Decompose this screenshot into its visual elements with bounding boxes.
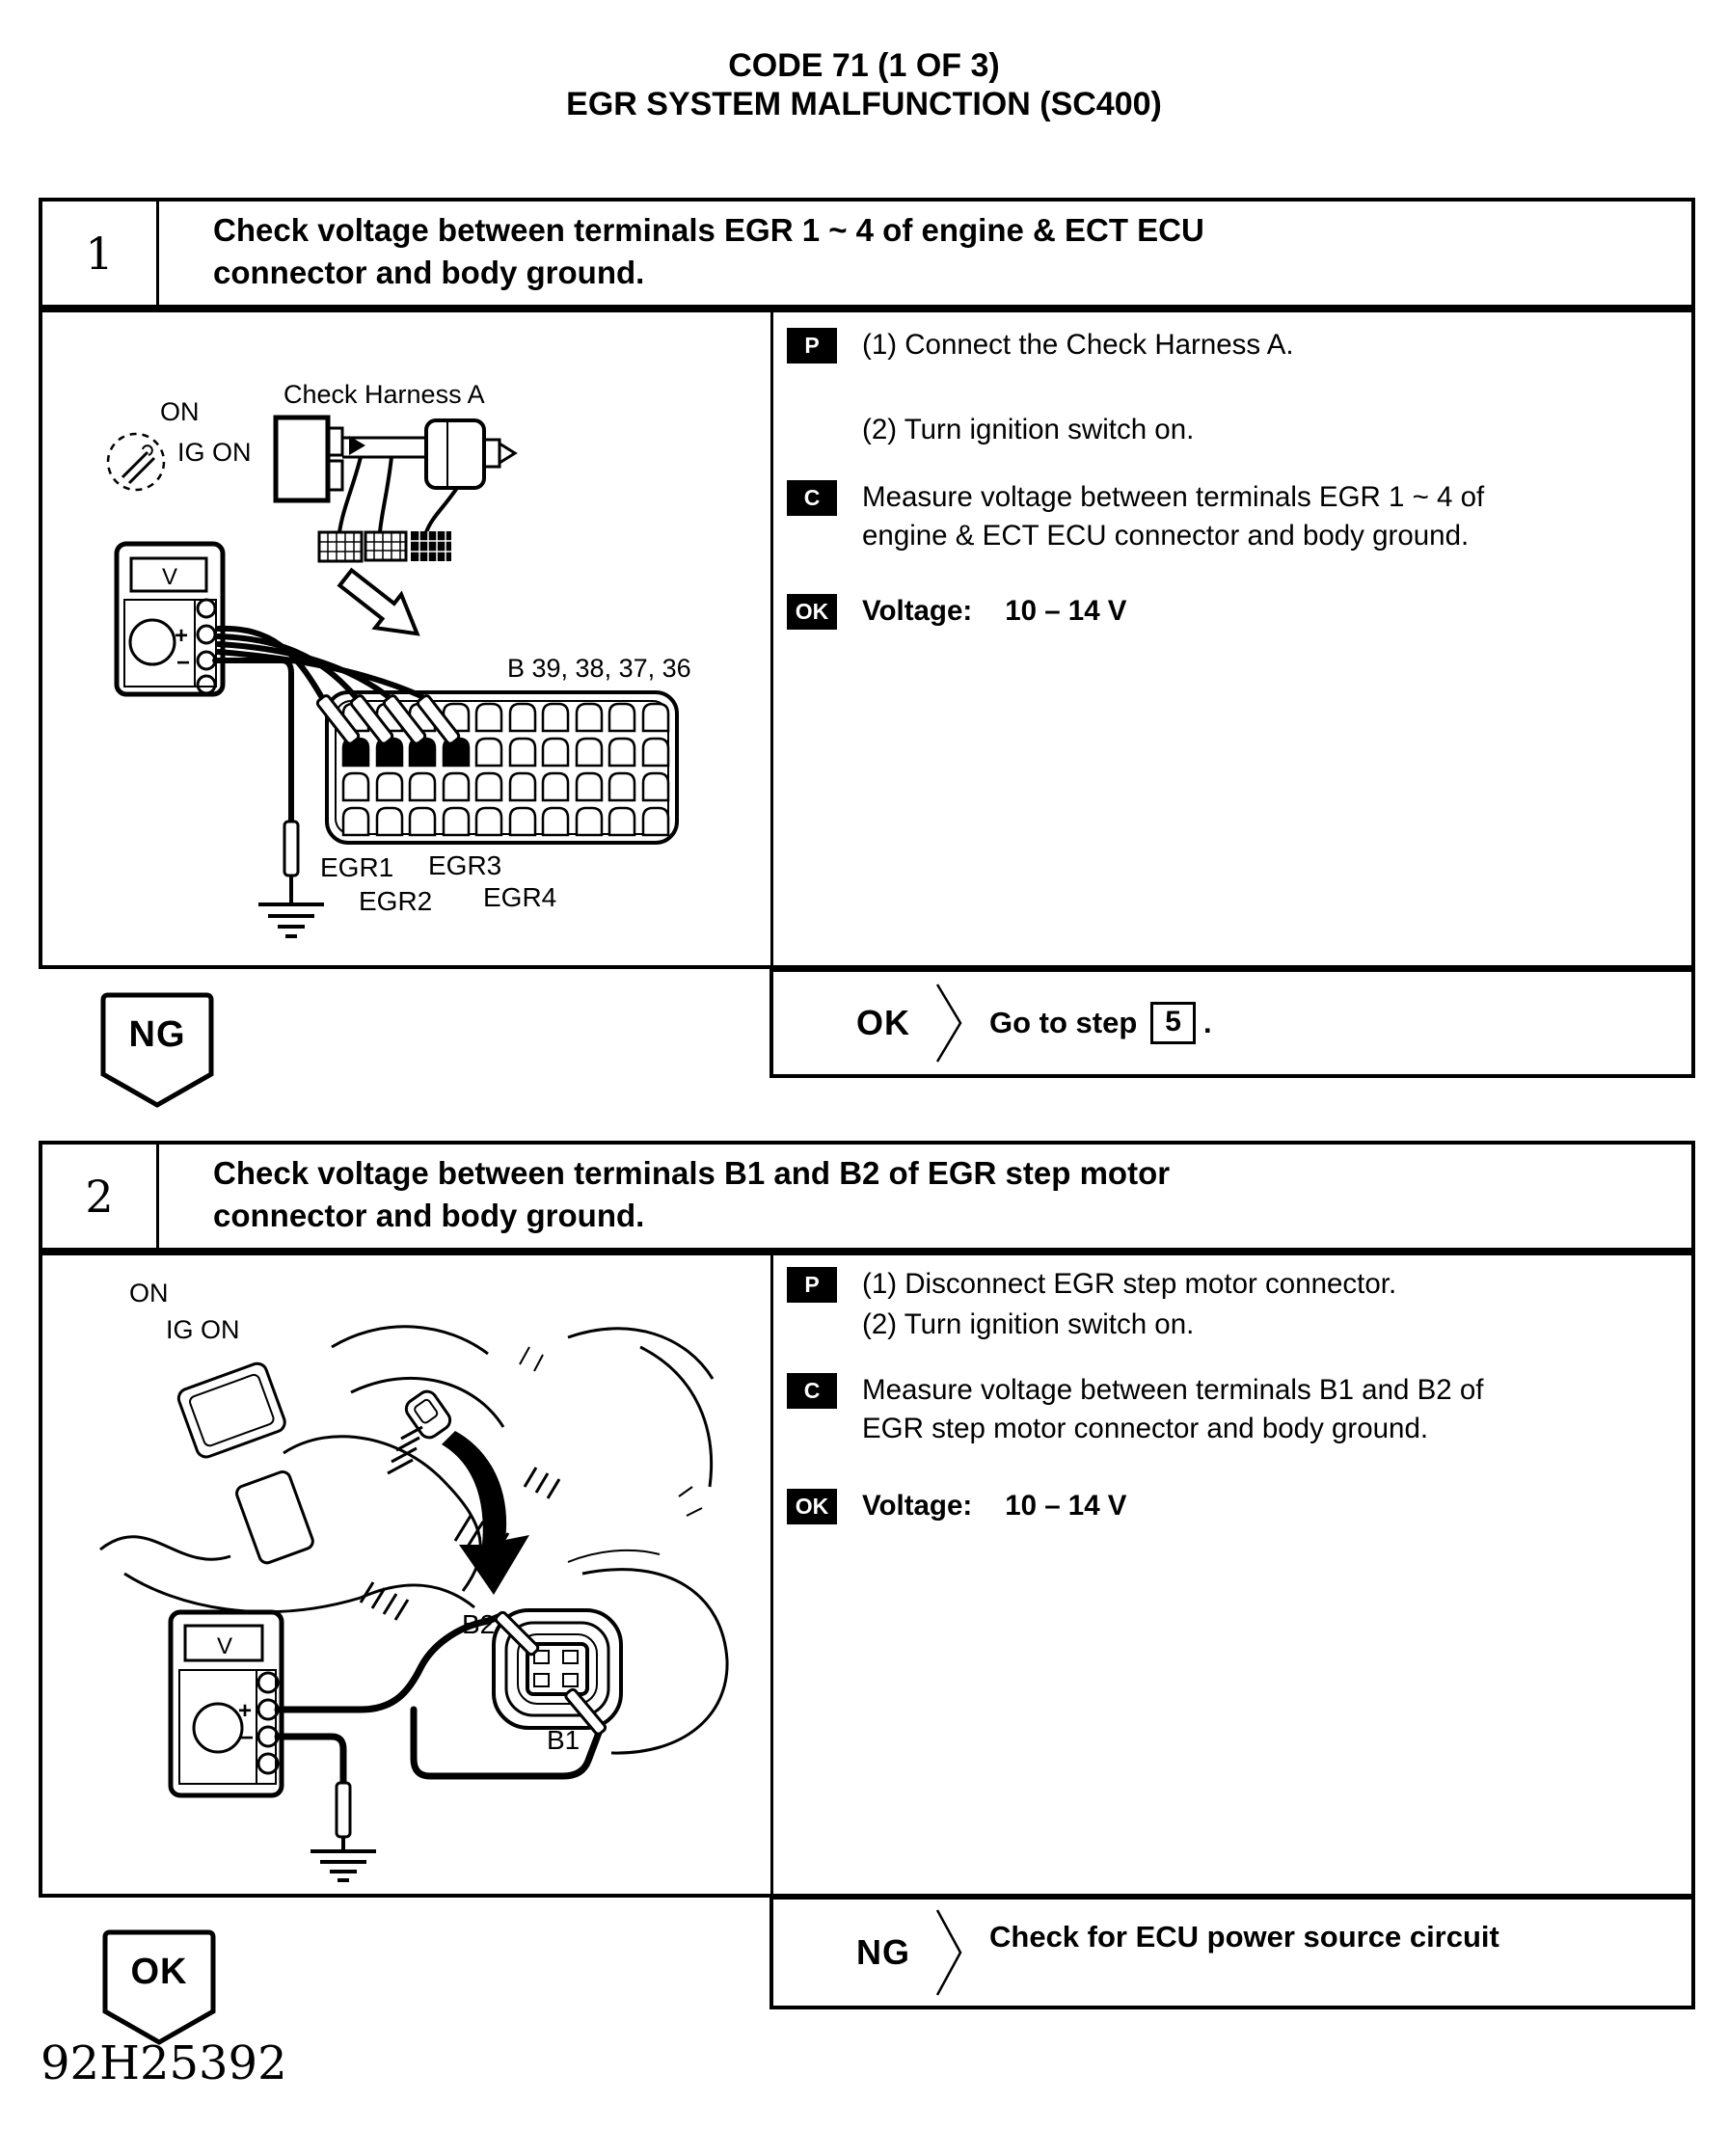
step2-header: [39, 1141, 1695, 1252]
b1-label: B1: [547, 1725, 580, 1755]
ok-badge: OK: [787, 594, 837, 630]
plus-label: +: [238, 1698, 253, 1724]
egr2-label: EGR2: [359, 886, 433, 916]
ignition-ig-on-label: IG ON: [177, 438, 252, 467]
check-connector-block: [411, 531, 451, 561]
figure-code: 92H25392: [40, 2036, 287, 2090]
doc-title-line1: CODE 71 (1 OF 3): [728, 47, 1000, 84]
step1-diagram: [42, 312, 770, 965]
prepare-badge: P: [787, 328, 837, 364]
prepare-line2: (2) Turn ignition switch on.: [862, 1308, 1195, 1340]
chevron-right-icon: [935, 1908, 964, 1997]
ecu-connector-grid: [327, 692, 677, 843]
voltmeter: [171, 1612, 282, 1795]
ground-icon: [258, 904, 324, 936]
ng-branch-label: NG: [128, 1014, 186, 1055]
check-badge: C: [787, 1373, 837, 1409]
result-ok-label: OK: [856, 1003, 910, 1042]
check-connector-block: [319, 532, 362, 561]
engine-bay-sketch: [100, 1327, 713, 1620]
check-line2: EGR step motor connector and body ground.: [862, 1413, 1429, 1444]
terminal-ref-label: B 39, 38, 37, 36: [507, 654, 691, 683]
doc-title-line2: EGR SYSTEM MALFUNCTION (SC400): [566, 86, 1162, 122]
step1-header: [39, 198, 1695, 309]
egr4-label: EGR4: [483, 882, 557, 912]
minus-label: −: [176, 650, 191, 676]
ignition-on-label: ON: [160, 397, 200, 426]
check-harness-label: Check Harness A: [284, 380, 485, 409]
ignition-ig-on-label: IG ON: [166, 1315, 240, 1344]
step2-spec: [787, 1487, 1678, 1525]
step1-instructions: [770, 312, 1691, 965]
chevron-right-icon: [935, 983, 964, 1064]
voltmeter: [117, 544, 223, 694]
check-line1: Measure voltage between terminals EGR 1 ~ 4 of: [862, 481, 1485, 513]
step1-check: [787, 478, 1678, 555]
flow-arrow-icon: [333, 561, 430, 651]
step1-body: [39, 309, 1695, 969]
step2-result-row: [770, 1896, 1695, 2009]
result-action: Check for ECU power source circuit: [989, 1920, 1499, 1954]
prepare-line2: (2) Turn ignition switch on.: [862, 414, 1195, 445]
step2-diagram: [42, 1255, 770, 1894]
minus-label: −: [240, 1725, 255, 1751]
step1-spec: [787, 592, 1678, 631]
ignition-key-icon: [108, 434, 164, 490]
result-ng-label: NG: [856, 1932, 910, 1972]
step2-ok-branch: [101, 1928, 217, 2048]
prepare-line1: (1) Disconnect EGR step motor connector.: [862, 1268, 1397, 1300]
spec-label: Voltage:: [862, 1490, 973, 1522]
check-connector-block: [365, 532, 406, 560]
step1-ng-branch: [99, 991, 215, 1111]
check-badge: C: [787, 480, 837, 516]
ok-branch-label: OK: [130, 1952, 188, 1992]
prepare-badge: P: [787, 1267, 837, 1303]
voltmeter-v-label: V: [162, 564, 178, 590]
ecu-harness-icon: [276, 418, 515, 561]
ground-lead: [215, 660, 324, 936]
spec-value: 10 – 14 V: [1005, 595, 1127, 627]
plus-label: +: [175, 623, 189, 649]
spec-value: 10 – 14 V: [1005, 1490, 1127, 1522]
result-action: Go to step 5 .: [989, 1002, 1212, 1044]
egr3-label: EGR3: [428, 850, 502, 880]
ground-icon: [310, 1851, 376, 1880]
pointer-arrow-icon: [442, 1431, 529, 1595]
step2-body: [39, 1252, 1695, 1898]
doc-title: [0, 46, 1728, 123]
step1-title: Check voltage between terminals EGR 1 ~ 4 of engine & ECT ECU connector and body ground.: [213, 212, 1204, 290]
ignition-on-label: ON: [129, 1279, 169, 1307]
voltmeter-v-label: V: [217, 1633, 233, 1659]
step1-result-row: [770, 968, 1695, 1078]
step2-instructions: [770, 1255, 1691, 1894]
check-line1: Measure voltage between terminals B1 and B2 of: [862, 1374, 1484, 1406]
step2-prepare: [787, 1265, 1678, 1344]
ground-lead: [278, 1737, 376, 1880]
step2-number: 2: [42, 1145, 159, 1248]
egr1-label: EGR1: [320, 852, 394, 882]
step1-prepare: [787, 326, 1678, 449]
spec-label: Voltage:: [862, 595, 973, 627]
b2-label: B2: [462, 1609, 496, 1639]
step1-number: 1: [42, 202, 159, 305]
ok-badge: OK: [787, 1489, 837, 1524]
step2-title: Check voltage between terminals B1 and B2 of EGR step motor connector and body ground.: [213, 1155, 1171, 1233]
step-ref-box: 5: [1150, 1002, 1196, 1044]
prepare-line1: (1) Connect the Check Harness A.: [862, 329, 1294, 361]
step2-check: [787, 1371, 1678, 1448]
check-line2: engine & ECT ECU connector and body ground.: [862, 520, 1470, 552]
